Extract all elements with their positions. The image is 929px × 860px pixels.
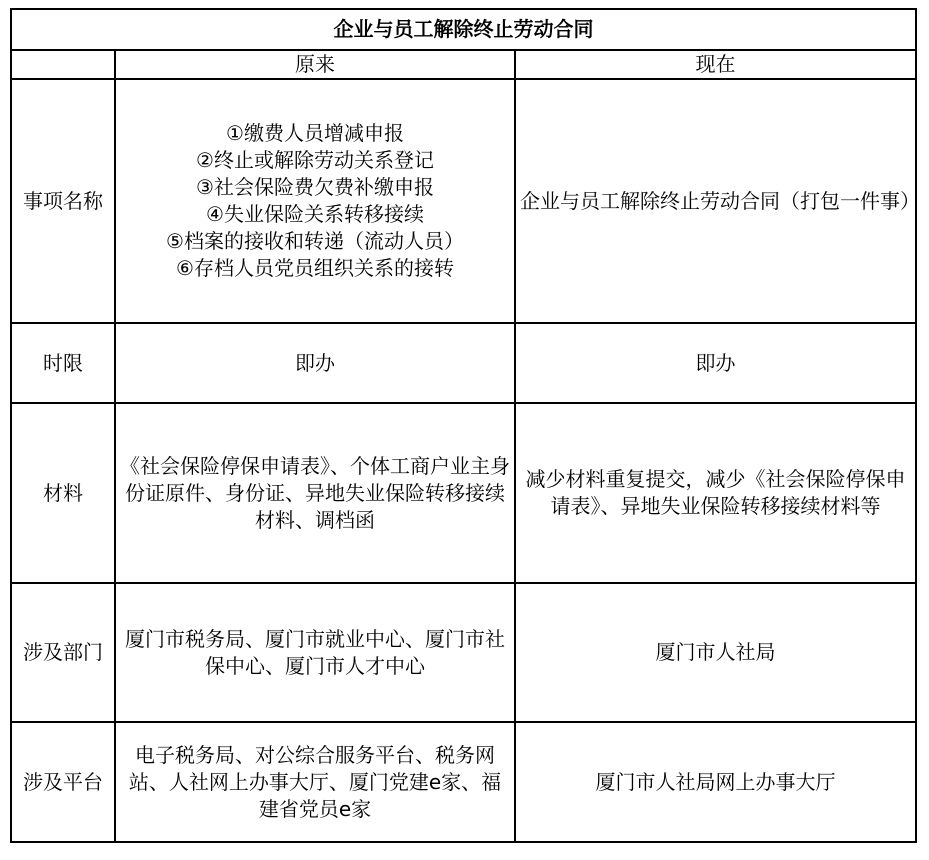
table-row-materials <box>11 403 916 583</box>
list-item: ⑥存档人员党员组织关系的接转 <box>176 256 454 280</box>
now-value: 厦门市人社局网上办事大厅 <box>515 722 916 842</box>
row-label: 事项名称 <box>11 79 115 323</box>
now-value: 减少材料重复提交，减少《社会保险停保申请表》、异地失业保险转移接续材料等 <box>515 403 916 583</box>
header-row <box>11 50 916 79</box>
table-row-time-limit <box>11 323 916 403</box>
list-item: ④失业保险关系转移接续 <box>206 202 424 226</box>
now-value: 厦门市人社局 <box>515 583 916 722</box>
list-item: ①缴费人员增减申报 <box>226 121 404 145</box>
header-now: 现在 <box>515 50 916 79</box>
list-item: ②终止或解除劳动关系登记 <box>196 148 434 172</box>
table-row-item-name <box>11 79 916 323</box>
before-value: 电子税务局、对公综合服务平台、税务网站、人社网上办事大厅、厦门党建e家、福建省党员e家 <box>115 722 515 842</box>
header-blank <box>11 50 115 79</box>
row-label: 涉及平台 <box>11 722 115 842</box>
table-row-departments <box>11 583 916 722</box>
before-item-list <box>115 79 515 323</box>
now-value: 即办 <box>515 323 916 403</box>
before-value: 即办 <box>115 323 515 403</box>
row-label: 时限 <box>11 323 115 403</box>
before-value: 厦门市税务局、厦门市就业中心、厦门市社保中心、厦门市人才中心 <box>115 583 515 722</box>
table-row-platforms <box>11 722 916 842</box>
list-item: ⑤档案的接收和转递（流动人员） <box>166 229 464 253</box>
list-item: ③社会保险费欠费补缴申报 <box>196 175 434 199</box>
now-value: 企业与员工解除终止劳动合同（打包一件事） <box>515 79 916 323</box>
title-row <box>11 9 916 50</box>
row-label: 材料 <box>11 403 115 583</box>
table-title: 企业与员工解除终止劳动合同 <box>11 9 916 50</box>
header-before: 原来 <box>115 50 515 79</box>
comparison-table <box>10 8 920 843</box>
before-value: 《社会保险停保申请表》、个体工商户业主身份证原件、身份证、异地失业保险转移接续材料、调档函 <box>115 403 515 583</box>
row-label: 涉及部门 <box>11 583 115 722</box>
